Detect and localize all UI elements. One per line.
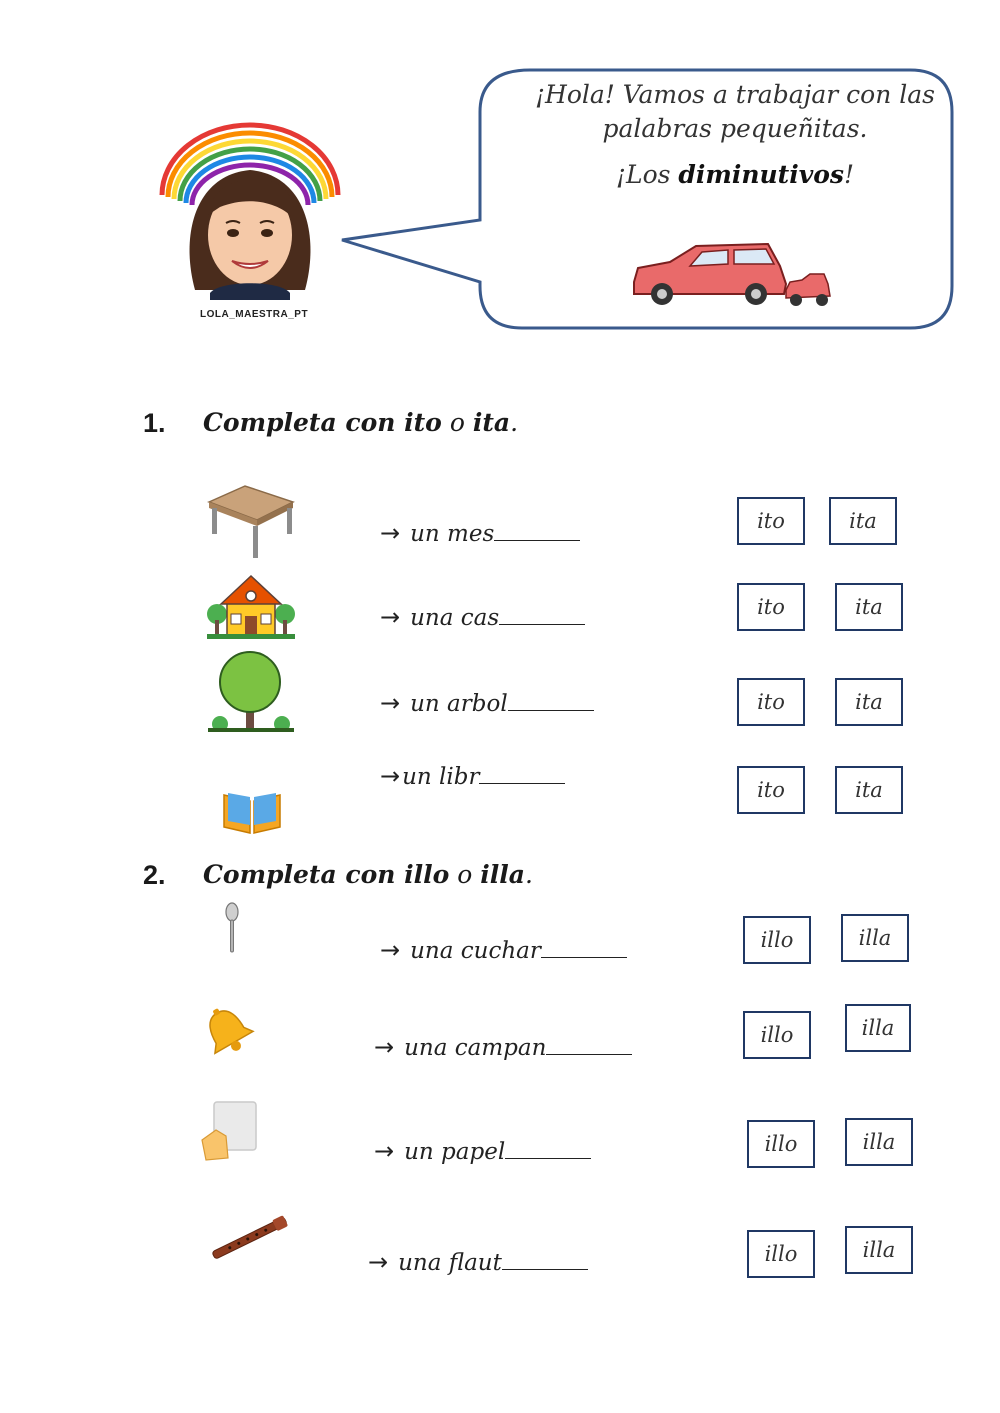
tree-icon (208, 650, 294, 734)
house-icon (205, 572, 297, 642)
option-illa-3[interactable]: illa (845, 1118, 913, 1166)
prompt-1-4: →un libr (380, 762, 565, 790)
rainbow-avatar-icon (150, 115, 350, 315)
option-ito-1[interactable]: ito (737, 497, 805, 545)
option-illo-1[interactable]: illo (743, 916, 811, 964)
prompt-2-3: → un papel (374, 1137, 591, 1165)
prompt-2-2: → una campan (374, 1033, 632, 1061)
prompt-1-1: → un mes (380, 519, 580, 547)
option-ito-2[interactable]: ito (737, 583, 805, 631)
option-illo-4[interactable]: illo (747, 1230, 815, 1278)
option-illa-4[interactable]: illa (845, 1226, 913, 1274)
diminutivos-word: diminutivos (678, 159, 845, 189)
bubble-text (520, 78, 950, 191)
option-illa-1[interactable]: illa (841, 914, 909, 962)
option-ito-3[interactable]: ito (737, 678, 805, 726)
paper-icon (200, 1100, 260, 1162)
flute-icon (208, 1212, 292, 1266)
option-ita-4[interactable]: ita (835, 766, 903, 814)
bell-icon (200, 1004, 256, 1060)
option-ita-3[interactable]: ita (835, 678, 903, 726)
teacher-avatar (150, 115, 350, 320)
option-illo-3[interactable]: illo (747, 1120, 815, 1168)
option-illo-2[interactable]: illo (743, 1011, 811, 1059)
option-ita-1[interactable]: ita (829, 497, 897, 545)
bubble-line-3: ¡Los diminutivos! (615, 159, 855, 189)
spoon-icon (222, 902, 242, 954)
option-ita-2[interactable]: ita (835, 583, 903, 631)
option-ito-4[interactable]: ito (737, 766, 805, 814)
bubble-line-1: ¡Hola! Vamos a trabajar con las (534, 80, 936, 109)
section-1-number: 1. (143, 408, 166, 438)
cars-icon (628, 238, 838, 314)
prompt-1-3: → un arbol (380, 689, 594, 717)
prompt-2-1: → una cuchar (380, 936, 627, 964)
section-1-title: Completa con ito o ita. (203, 408, 519, 437)
bubble-line-2: palabras pequeñitas. (602, 113, 868, 143)
section-2-title: Completa con illo o illa. (203, 860, 533, 889)
option-illa-2[interactable]: illa (845, 1004, 911, 1052)
table-icon (205, 480, 297, 562)
section-2-number: 2. (143, 860, 166, 890)
prompt-2-4: → una flaut (368, 1248, 588, 1276)
avatar-caption: LOLA_MAESTRA_PT (200, 309, 309, 320)
book-icon (222, 785, 282, 837)
prompt-1-2: → una cas (380, 603, 585, 631)
